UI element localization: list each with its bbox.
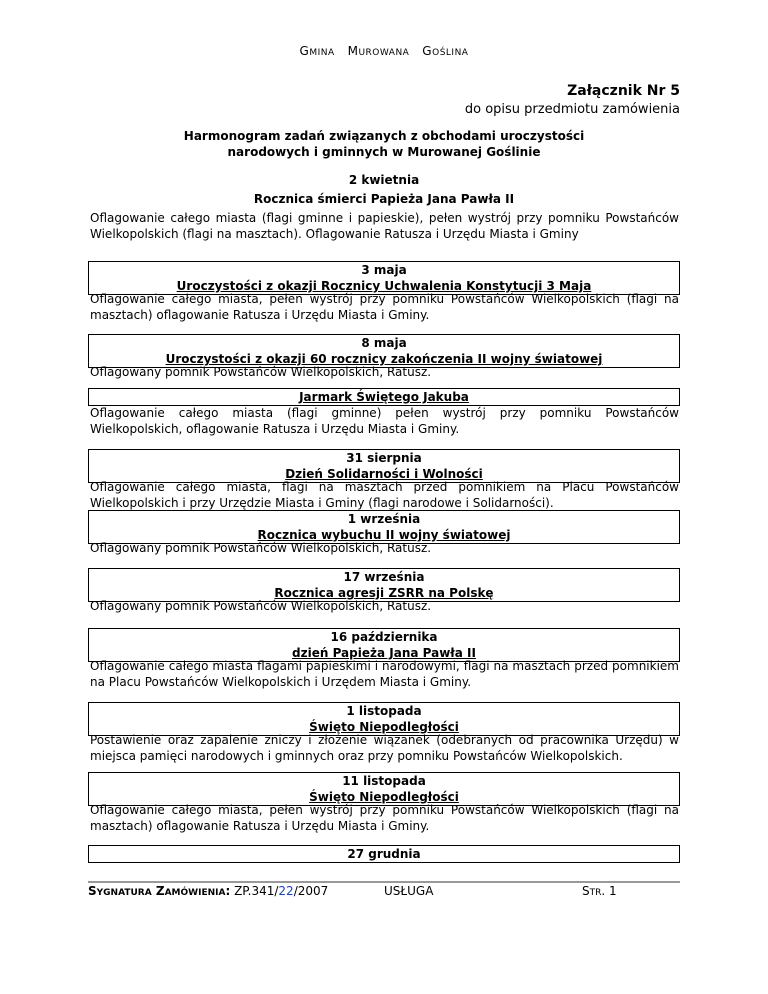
annex-title: Załącznik Nr 5 (567, 83, 680, 99)
event-name: Uroczystości z okazji 60 rocznicy zakończenia II wojny światowej (165, 352, 603, 366)
annex-subtitle: do opisu przedmiotu zamówienia (464, 102, 680, 117)
event-description: Oflagowany pomnik Powstańców Wielkopolskich, Ratusz. (90, 599, 432, 613)
event-description: Postawienie oraz zapalenie zniczy i złożenie wiązanek (odebranych od pracownika Urzędu) w miejsca pamięci narodowych i gminnych oraz przy pomniku Powstańców Wielkopolskich. (90, 733, 679, 763)
order-number: 22 (278, 884, 294, 898)
event-description: Oflagowanie całego miasta flagami papieskimi i narodowymi, flagi na masztach przed pomnikiem na Placu Powstańców Wielkopolskich i Urzędem Miasta i Gminy. (90, 659, 679, 689)
footer-service: USŁUGA (384, 884, 434, 898)
event-name: Rocznica wybuchu II wojny światowej (257, 528, 511, 542)
event-heading-box (88, 449, 680, 483)
running-header (0, 44, 768, 58)
event-description: Oflagowanie całego miasta (flagi gminne) pełen wystrój przy pomniku Powstańców Wielkopolskich, oflagowanie Ratusza i Urzędu Miasta i Gminy. (90, 406, 679, 436)
event-date: 3 maja (361, 263, 407, 277)
event-name: Jarmark Świętego Jakuba (299, 390, 469, 404)
event-name: Uroczystości z okazji Rocznicy Uchwalenia Konstytucji 3 Maja (176, 279, 592, 293)
event-date: 1 listopada (346, 704, 422, 718)
event-heading-box (88, 628, 680, 662)
event-date: 27 grudnia (347, 847, 421, 861)
event-description: Oflagowany pomnik Powstańców Wielkopolskich, Ratusz. (90, 365, 432, 379)
event-heading-box (88, 568, 680, 602)
first-event-description: Oflagowanie całego miasta (flagi gminne i papieskie), pełen wystrój przy pomniku Powstańców Wielkopolskich (flagi na masztach). Oflagowanie Ratusza i Urzędu Miasta i Gminy (90, 211, 679, 241)
event-heading-box (88, 388, 680, 406)
event-name: Święto Niepodległości (309, 720, 459, 734)
event-date: 16 października (330, 630, 438, 644)
event-description: Oflagowany pomnik Powstańców Wielkopolskich, Ratusz. (90, 541, 432, 555)
event-name: Dzień Solidarności i Wolności (285, 467, 483, 481)
event-date: 1 września (347, 512, 421, 526)
annex-block (465, 81, 680, 119)
event-name: Rocznica agresji ZSRR na Polskę (274, 586, 494, 600)
footer-signature: SYGNATURA ZAMÓWIENIA: ZP.341/22/2007 (88, 884, 329, 898)
event-date: 11 listopada (342, 774, 426, 788)
first-event-name: Rocznica śmierci Papieża Jana Pawła II (253, 192, 515, 206)
event-heading-box (88, 772, 680, 806)
event-description: Oflagowanie całego miasta, pełen wystrój przy pomniku Powstańców Wielkopolskich (flagi na masztach) oflagowanie Ratusza i Urzędu Miasta i Gminy. (90, 803, 679, 833)
event-date: 17 września (343, 570, 425, 584)
footer-page-number: STR. 1 (582, 884, 617, 898)
event-name: dzień Papieża Jana Pawła II (292, 646, 476, 660)
document-title: Harmonogram zadań związanych z obchodami uroczystości narodowych i gminnych w Murowanej Goślinie (183, 129, 585, 159)
event-date: 8 maja (361, 336, 407, 350)
event-description: Oflagowanie całego miasta, flagi na masztach przed pomnikiem na Placu Powstańców Wielkopolskich i przy Urzędzie Miasta i Gminy (flagi narodowe i Solidarności). (90, 480, 679, 510)
event-date: 31 sierpnia (346, 451, 422, 465)
header-word-1: GMINA (299, 44, 335, 58)
first-event-date: 2 kwietnia (348, 173, 420, 187)
event-heading-box (88, 334, 680, 368)
event-name: Święto Niepodległości (309, 790, 459, 804)
event-heading-box (88, 261, 680, 295)
header-word-3: GOŚLINA (422, 44, 469, 58)
header-word-2: MUROWANA (347, 44, 410, 58)
event-description: Oflagowanie całego miasta, pełen wystrój przy pomniku Powstańców Wielkopolskich (flagi na masztach) oflagowanie Ratusza i Urzędu Miasta i Gminy. (90, 292, 679, 322)
event-heading-box (88, 510, 680, 544)
event-heading-box (88, 702, 680, 736)
event-heading-box (88, 845, 680, 863)
